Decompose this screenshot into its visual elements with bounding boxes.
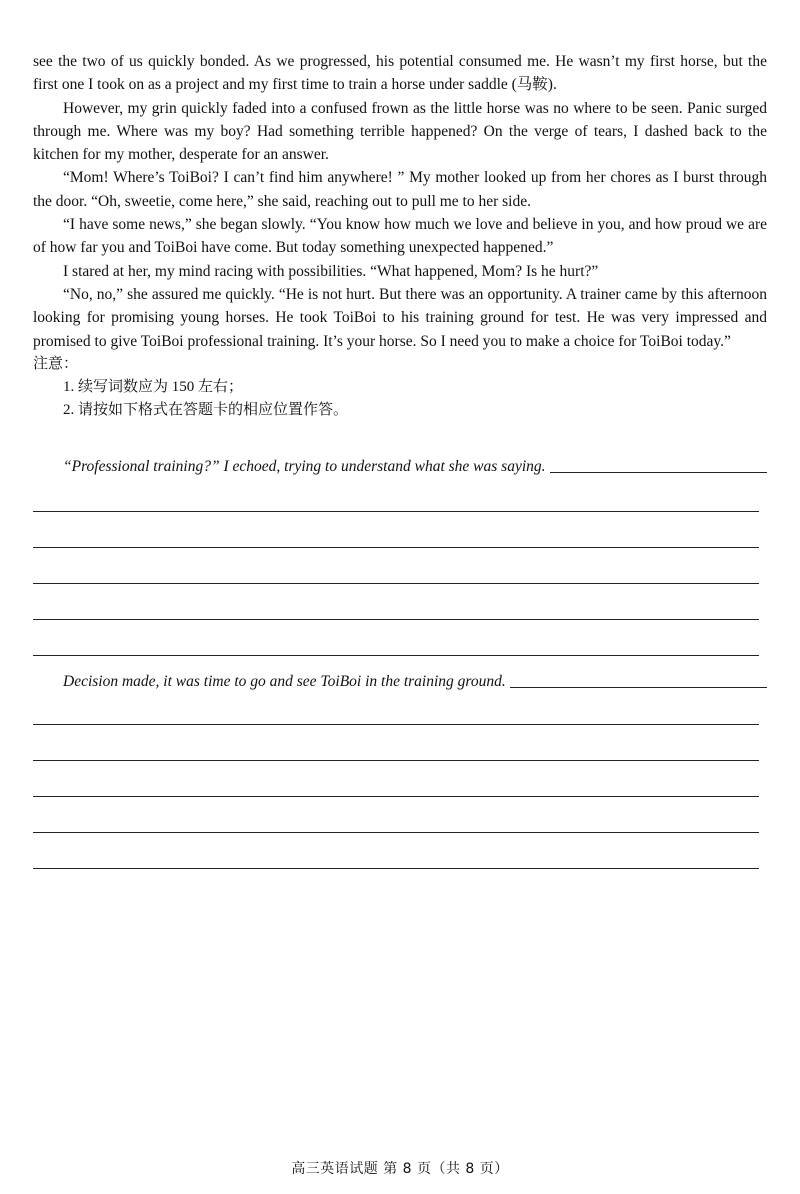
passage-paragraph-4: “I have some news,” she began slowly. “You know how much we love and believe in you, and how proud we are of how far you and ToiBoi have come. But today something unexpected happened.” [33, 216, 767, 257]
prompt-first-blank[interactable] [550, 471, 767, 473]
answer-line-4[interactable] [33, 619, 759, 620]
answer-area [33, 0, 767, 1194]
note-item-2: 2. 请按如下格式在答题卡的相应位置作答。 [63, 401, 349, 418]
answer-line-10[interactable] [33, 868, 759, 869]
passage-paragraph-5: I stared at her, my mind racing with possibilities. “What happened, Mom? Is he hurt?” [63, 262, 599, 280]
notes-title: 注意： [33, 355, 79, 372]
prompt-line-first [33, 458, 767, 476]
passage-paragraph-1: see the two of us quickly bonded. As we progressed, his potential consumed me. He wasn’t my first horse, but the first one I took on as a project and my first time to train a horse under saddle (马鞍). [33, 53, 767, 94]
prompt-second-text: Decision made, it was time to go and see ToiBoi in the training ground. [63, 673, 506, 690]
answer-line-5[interactable] [33, 655, 759, 656]
answer-line-7[interactable] [33, 760, 759, 761]
prompt-line-second [33, 673, 767, 691]
answer-line-3[interactable] [33, 583, 759, 584]
prompt-second-blank[interactable] [510, 686, 767, 688]
answer-line-9[interactable] [33, 832, 759, 833]
passage-paragraph-2: However, my grin quickly faded into a confused frown as the little horse was no where to be seen. Panic surged through me. Where was my boy? Had something terrible happened? On the verge of tears, I dashed back to the kitchen for my mother, desperate for an answer. [33, 99, 767, 164]
prompt-first-text: “Professional training?” I echoed, trying to understand what she was saying. [63, 458, 546, 475]
answer-line-1[interactable] [33, 511, 759, 512]
passage-paragraph-3: “Mom! Where’s ToiBoi? I can’t find him anywhere! ” My mother looked up from her chores as I burst through the door. “Oh, sweetie, come here,” she said, reaching out to pull me to her side. [33, 169, 767, 210]
page-footer: 高三英语试题 第 8 页（共 8 页） [291, 1161, 509, 1177]
passage-paragraph-6: “No, no,” she assured me quickly. “He is not hurt. But there was an opportunity. A trainer came by this afternoon looking for promising young horses. He took ToiBoi to his training ground for test. He was very impressed and promised to give ToiBoi professional training. It’s your horse. So I need you to make a choice for ToiBoi today.” [33, 285, 767, 350]
answer-line-6[interactable] [33, 724, 759, 725]
note-item-1: 1. 续写词数应为 150 左右； [63, 378, 244, 395]
answer-line-8[interactable] [33, 796, 759, 797]
answer-line-2[interactable] [33, 547, 759, 548]
